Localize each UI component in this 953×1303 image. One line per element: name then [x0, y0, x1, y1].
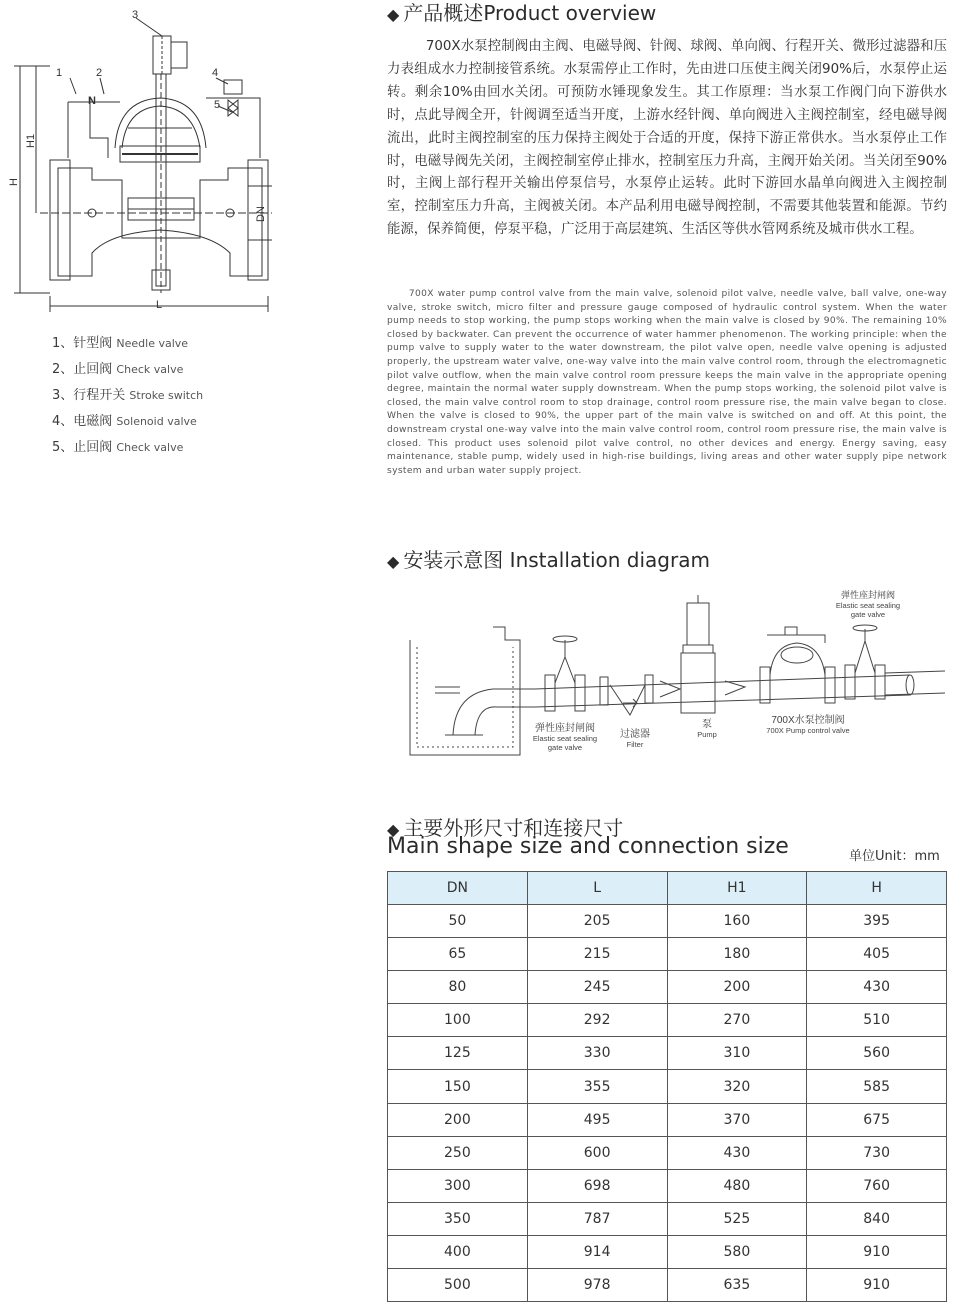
- table-row: [388, 938, 947, 971]
- dimensions-table: [387, 871, 947, 1302]
- cell: 600: [527, 1136, 667, 1169]
- table-row: [388, 1004, 947, 1037]
- cell: 430: [807, 971, 947, 1004]
- cell: 480: [667, 1169, 807, 1202]
- part-legend: [52, 331, 282, 461]
- installation-diagram: [405, 585, 950, 765]
- label-filter-cn: 过滤器: [620, 729, 650, 740]
- cell: 580: [667, 1235, 807, 1268]
- cell: 430: [667, 1136, 807, 1169]
- cell: 355: [527, 1070, 667, 1103]
- label-gate-valve-left-en1: Elastic seat sealing: [532, 734, 598, 743]
- callout-2: 2: [96, 67, 103, 79]
- overview-heading: ◆ 产品概述Product overview: [387, 1, 657, 25]
- table-row: [388, 1269, 947, 1302]
- callout-5: 5: [214, 99, 221, 111]
- legend-item: 4、电磁阀 Solenoid valve: [52, 414, 197, 429]
- dim-label-dn: DN: [255, 206, 267, 222]
- callout-4: 4: [212, 67, 219, 79]
- legend-item: 3、行程开关 Stroke switch: [52, 388, 204, 403]
- cell: 525: [667, 1202, 807, 1235]
- table-row: [388, 1070, 947, 1103]
- overview-text-en: 700X water pump control valve from the main valve, solenoid pilot valve, needle valve, ball valve, one-way valve, stroke switch, micro filter and pressure gauge composed of hydraulic control system. When the water pump needs to stop working, the pump stops working when the main valve is closed by 90%. The remaining 10% closed by backwater. Can prevent the occurrence of water hammer phenomenon. The working principle: when the pump valve to supply water to the water downstream, the pilot valve open, needle valve opening is adjusted properly, the upstream water valve, one-way valve into the main valve control room, through the electromagnetic pilot valve outflow, when the main valve control room pressure keeps the main valve in the appropriate opening degree, maintain the normal water supply downstream. When the pump stops working, the solenoid pilot valve is closed, the main valve control room to stop drainage, control room pressure rise, the main valve began to close. When the valve is closed to 90%, the upper part of the main valve is switched on and off. At this point, the downstream crystal one-way valve into the main valve control room, control room pressure rise, the main valve is closed. This product uses solenoid pilot valve control, no other devices and energy. Energy saving, easy maintenance, stable pump, widely used in high-rise buildings, living areas and other water supply pipe network system and urban water supply project.: [387, 289, 947, 476]
- legend-item: 5、止回阀 Check valve: [52, 440, 184, 455]
- label-gate-valve-right-cn: 弹性座封闸阀: [840, 590, 896, 600]
- cell: 840: [807, 1202, 947, 1235]
- table-row: [388, 1103, 947, 1136]
- cell: 500: [388, 1269, 528, 1302]
- legend-item: 2、止回阀 Check valve: [52, 362, 184, 377]
- cell: 245: [527, 971, 667, 1004]
- cell: 675: [807, 1103, 947, 1136]
- table-row: [388, 1235, 947, 1268]
- cell: 215: [527, 938, 667, 971]
- label-gate-valve-left-cn: 弹性座封闸阀: [535, 723, 595, 734]
- table-row: [388, 1202, 947, 1235]
- table-row: [388, 1169, 947, 1202]
- overview-text-cn: 700X水泵控制阀由主阀、电磁导阀、针阀、球阀、单向阀、行程开关、微形过滤器和压力表组成水力控制接管系统。水泵需停止工作时，先由进口压使主阀关闭90%后，水泵停止运转。剩余10%由回水关闭。可预防水锤现象发生。其工作原理：当水泵工作阀门向下游供水时，点此导阀全开，针阀调至适当开度，上游水经针阀、单向阀进入主阀控制室，经电磁导阀流出，此时主阀控制室的压力保持主阀处于合适的开度，保持下游正常供水。当水泵停止工作时，电磁导阀先关闭，主阀控制室停止排水，控制室压力升高，主阀开始关闭。当关闭至90%时，主阀上部行程开关输出停泵信号，水泵停止运转。此时下游回水晶单向阀进入主阀控制室，控制室压力升高，主阀被关闭。本产品利用电磁导阀控制，不需要其他装置和能源。节约能源，保养简便，停泵平稳，广泛用于高层建筑、生活区等供水管网系统及城市供水工程。: [387, 39, 947, 238]
- label-control-valve-cn: 700X水泵控制阀: [771, 715, 845, 726]
- cell: 310: [667, 1037, 807, 1070]
- cell: 730: [807, 1136, 947, 1169]
- cell: 350: [388, 1202, 528, 1235]
- cell: 200: [388, 1103, 528, 1136]
- table-row: [388, 1136, 947, 1169]
- diamond-bullet-icon: ◆: [387, 552, 400, 571]
- label-filter-en: Filter: [626, 740, 644, 749]
- label-gate-valve-right-en1: Elastic seat sealing: [835, 601, 901, 610]
- installation-heading: ◆ 安装示意图 Installation diagram: [387, 548, 710, 572]
- needle-mark: N: [88, 95, 96, 107]
- cell: 635: [667, 1269, 807, 1302]
- diamond-bullet-icon: ◆: [387, 5, 400, 24]
- cell: 65: [388, 938, 528, 971]
- cell: 205: [527, 905, 667, 938]
- label-pump-cn: 泵: [702, 719, 712, 730]
- dimensions-subheading: Main shape size and connection size: [387, 834, 789, 859]
- cell: 250: [388, 1136, 528, 1169]
- label-gate-valve-right-en2: gate valve: [850, 610, 886, 619]
- column-header-h1: H1: [667, 872, 807, 905]
- cell: 125: [388, 1037, 528, 1070]
- cell: 395: [807, 905, 947, 938]
- cell: 510: [807, 1004, 947, 1037]
- legend-item: 1、针型阀 Needle valve: [52, 336, 189, 351]
- cell: 495: [527, 1103, 667, 1136]
- cell: 270: [667, 1004, 807, 1037]
- table-row: [388, 1037, 947, 1070]
- valve-section-drawing: [10, 8, 272, 318]
- cell: 400: [388, 1235, 528, 1268]
- cell: 180: [667, 938, 807, 971]
- unit-label: 单位Unit：mm: [849, 849, 940, 864]
- column-header-dn: DN: [388, 872, 528, 905]
- cell: 200: [667, 971, 807, 1004]
- cell: 910: [807, 1235, 947, 1268]
- label-gate-valve-left-en2: gate valve: [547, 743, 583, 752]
- cell: 50: [388, 905, 528, 938]
- cell: 80: [388, 971, 528, 1004]
- cell: 914: [527, 1235, 667, 1268]
- cell: 698: [527, 1169, 667, 1202]
- dim-label-h1: H1: [25, 133, 37, 148]
- diamond-bullet-icon: ◆: [387, 820, 400, 839]
- label-pump-en: Pump: [697, 730, 717, 739]
- callout-3: 3: [132, 9, 139, 21]
- cell: 787: [527, 1202, 667, 1235]
- cell: 320: [667, 1070, 807, 1103]
- cell: 300: [388, 1169, 528, 1202]
- cell: 978: [527, 1269, 667, 1302]
- cell: 150: [388, 1070, 528, 1103]
- dimensions-heading: ◆ 主要外形尺寸和连接尺寸: [387, 816, 624, 840]
- table-row: [388, 971, 947, 1004]
- dim-label-h: H: [8, 178, 20, 186]
- column-header-h: H: [807, 872, 947, 905]
- cell: 100: [388, 1004, 528, 1037]
- cell: 585: [807, 1070, 947, 1103]
- cell: 405: [807, 938, 947, 971]
- cell: 330: [527, 1037, 667, 1070]
- table-header-row: [388, 872, 947, 905]
- cell: 560: [807, 1037, 947, 1070]
- table-row: [388, 905, 947, 938]
- callout-1: 1: [56, 67, 63, 79]
- cell: 370: [667, 1103, 807, 1136]
- cell: 910: [807, 1269, 947, 1302]
- cell: 760: [807, 1169, 947, 1202]
- cell: 160: [667, 905, 807, 938]
- cell: 292: [527, 1004, 667, 1037]
- label-control-valve-en: 700X Pump control valve: [766, 726, 850, 735]
- dim-label-l: L: [156, 299, 163, 311]
- column-header-l: L: [527, 872, 667, 905]
